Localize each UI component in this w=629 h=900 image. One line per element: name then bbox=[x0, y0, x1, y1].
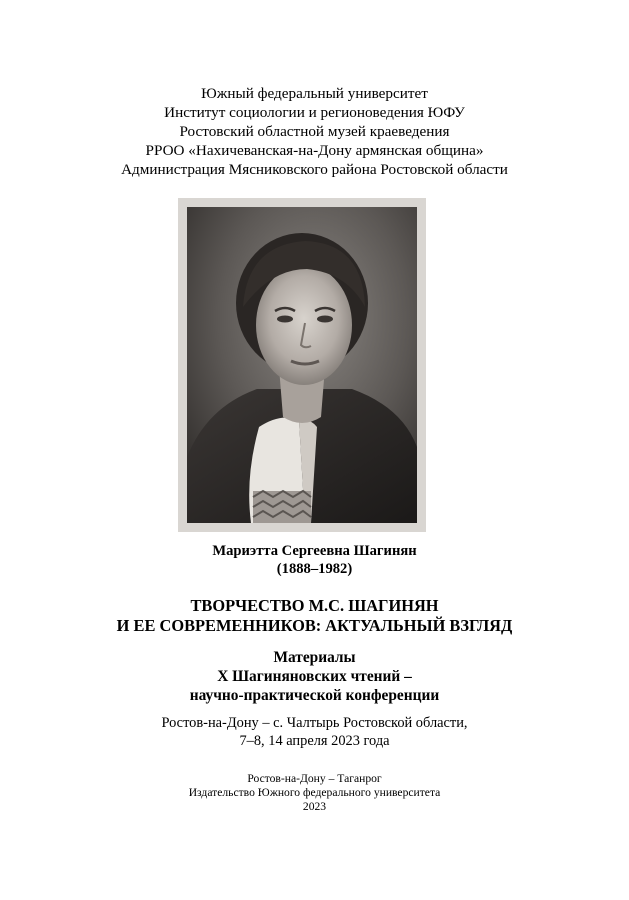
imprint-year: 2023 bbox=[302, 800, 327, 813]
conference-place-date bbox=[0, 714, 629, 750]
publisher-imprint bbox=[0, 772, 629, 814]
conference-date: 7–8, 14 апреля 2023 года bbox=[239, 733, 390, 749]
conference-place: Ростов-на-Дону – с. Чалтырь Ростовской области, bbox=[161, 715, 468, 731]
organizations-list bbox=[0, 84, 629, 179]
portrait-caption bbox=[0, 542, 629, 578]
book-title bbox=[0, 596, 629, 636]
subtitle-line-1: Материалы bbox=[273, 649, 356, 666]
portrait-photo bbox=[178, 198, 426, 532]
organization-line: Администрация Мясниковского района Ростовской области bbox=[121, 161, 508, 178]
organization-line: Южный федеральный университет bbox=[201, 85, 428, 102]
subtitle-line-2: Х Шагиняновских чтений – bbox=[217, 668, 412, 685]
portrait-years: (1888–1982) bbox=[276, 561, 353, 577]
organization-line: Институт социологии и регионоведения ЮФУ bbox=[164, 104, 465, 121]
book-title-line-1: ТВОРЧЕСТВО М.С. ШАГИНЯН bbox=[190, 596, 439, 615]
subtitle-line-3: научно-практической конференции bbox=[189, 687, 440, 704]
imprint-publisher: Издательство Южного федерального университета bbox=[188, 786, 441, 799]
book-title-line-2: И ЕЕ СОВРЕМЕННИКОВ: АКТУАЛЬНЫЙ ВЗГЛЯД bbox=[116, 616, 513, 635]
portrait-name: Мариэтта Сергеевна Шагинян bbox=[212, 543, 417, 559]
imprint-city: Ростов-на-Дону – Таганрог bbox=[247, 772, 382, 785]
book-subtitle bbox=[0, 648, 629, 705]
organization-line: Ростовский областной музей краеведения bbox=[179, 123, 450, 140]
organization-line: РРОО «Нахичеванская-на-Дону армянская община» bbox=[145, 142, 484, 159]
portrait-photo-icon bbox=[187, 207, 417, 523]
